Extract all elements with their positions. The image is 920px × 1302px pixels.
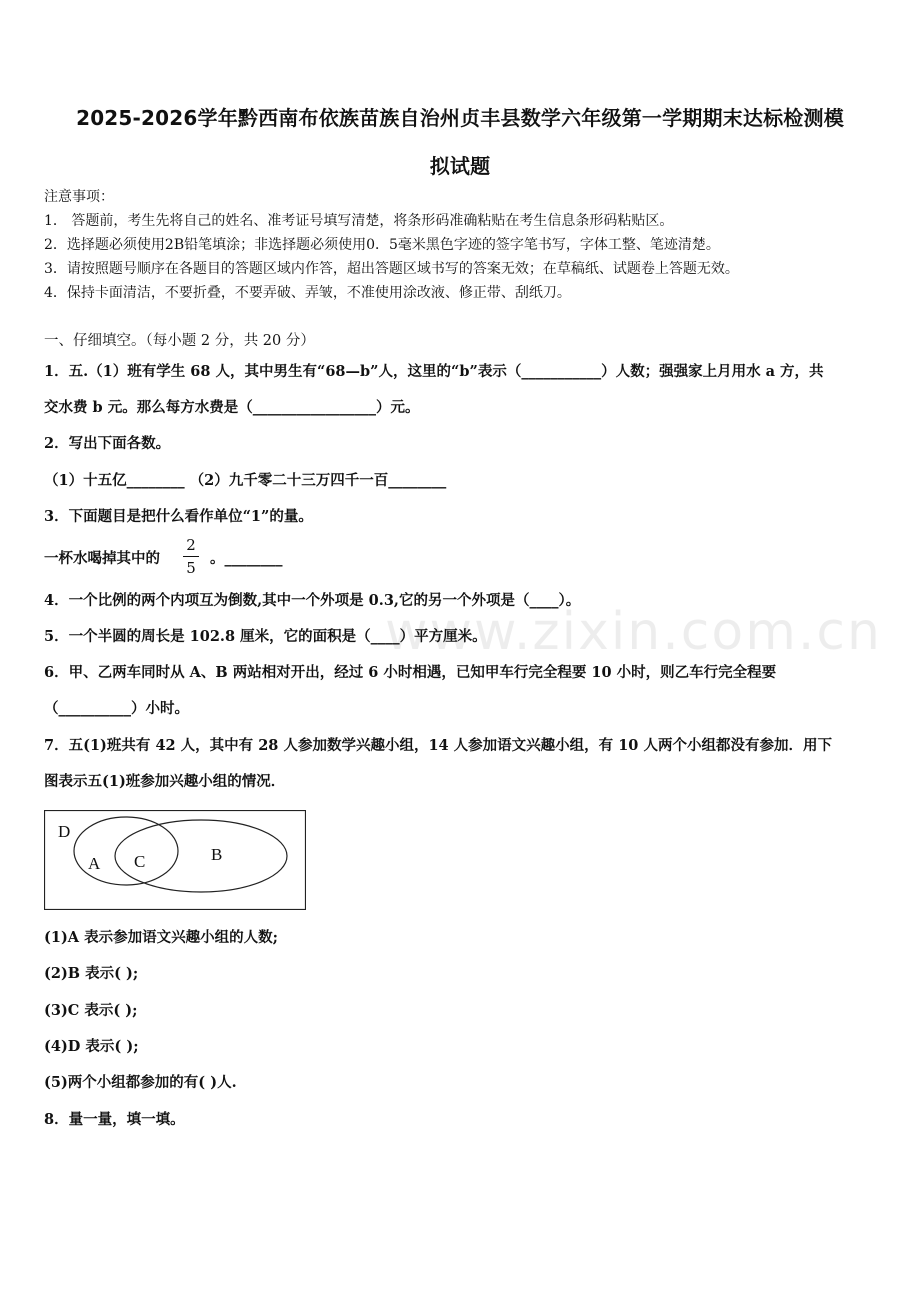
question-2-sub: （1）十五亿________ （2）九千零二十三万四千一百________: [44, 472, 447, 489]
question-2: 2．写出下面各数。: [44, 435, 171, 452]
question-6-line-2: （__________）小时。: [44, 700, 189, 717]
notice-item-2: 2．选择题必须使用2B铅笔填涂；非选择题必须使用0．5毫米黑色字迹的签字笔书写，字体工整、笔迹清楚。: [44, 237, 720, 253]
venn-circle-a: [74, 817, 178, 885]
question-3: 3．下面题目是把什么看作单位“1”的量。: [44, 508, 313, 525]
fraction-denominator: 5: [186, 559, 196, 577]
page-title-line2: 拟试题: [429, 154, 491, 178]
question-1-line-1: 1．五.（1）班有学生 68 人，其中男生有“68—b”人，这里的“b”表示（___________）人数；强强家上月用水 a 方，共: [44, 363, 824, 380]
fraction-bar: [183, 556, 199, 557]
section-heading: 一、仔细填空。（每小题 2 分，共 20 分）: [44, 333, 315, 349]
question-7-part-4: (4)D 表示( );: [44, 1038, 139, 1055]
question-3-sub-before: 一杯水喝掉其中的: [44, 550, 160, 567]
question-3-fraction: [183, 536, 199, 577]
notice-item-1: 1． 答题前，考生先将自己的姓名、准考证号填写清楚，将条形码准确粘贴在考生信息条形码粘贴区。: [44, 213, 674, 229]
page-title-line1: 2025-2026学年黔西南布依族苗族自治州贞丰县数学六年级第一学期期末达标检测模: [76, 106, 844, 130]
notice-heading: 注意事项：: [44, 189, 114, 205]
watermark: www.zixin.com.cn: [385, 602, 882, 662]
question-8: 8．量一量，填一填。: [44, 1111, 185, 1128]
question-7-line-2: 图表示五(1)班参加兴趣小组的情况．: [44, 773, 286, 790]
question-3-sub-after: 。________: [210, 550, 283, 567]
question-7-part-3: (3)C 表示( );: [44, 1002, 138, 1019]
venn-frame: [45, 811, 306, 910]
venn-label-b: B: [211, 845, 223, 864]
venn-diagram: [44, 810, 306, 910]
fraction-numerator: 2: [186, 536, 196, 554]
question-4: 4．一个比例的两个内项互为倒数,其中一个外项是 0.3,它的另一个外项是（____）。: [44, 592, 581, 609]
question-1-line-2: 交水费 b 元。那么每方水费是（_________________）元。: [44, 399, 420, 416]
venn-label-d: D: [58, 822, 71, 841]
question-7-line-1: 7．五(1)班共有 42 人，其中有 28 人参加数学兴趣小组，14 人参加语文兴趣小组，有 10 人两个小组都没有参加．用下: [44, 737, 832, 754]
question-7-part-5: (5)两个小组都参加的有( )人.: [44, 1074, 237, 1091]
notice-item-4: 4．保持卡面清洁，不要折叠，不要弄破、弄皱，不准使用涂改液、修正带、刮纸刀。: [44, 285, 571, 301]
venn-label-a: A: [88, 854, 101, 873]
question-7-part-1: (1)A 表示参加语文兴趣小组的人数;: [44, 929, 278, 946]
question-6-line-1: 6．甲、乙两车同时从 A、B 两站相对开出，经过 6 小时相遇，已知甲车行完全程要 10 小时，则乙车行完全程要: [44, 664, 777, 681]
venn-label-c: C: [134, 852, 146, 871]
question-5: 5．一个半圆的周长是 102.8 厘米，它的面积是（____）平方厘米。: [44, 628, 487, 645]
question-7-part-2: (2)B 表示( );: [44, 965, 139, 982]
notice-item-3: 3．请按照题号顺序在各题目的答题区域内作答，超出答题区域书写的答案无效；在草稿纸、试题卷上答题无效。: [44, 261, 739, 277]
